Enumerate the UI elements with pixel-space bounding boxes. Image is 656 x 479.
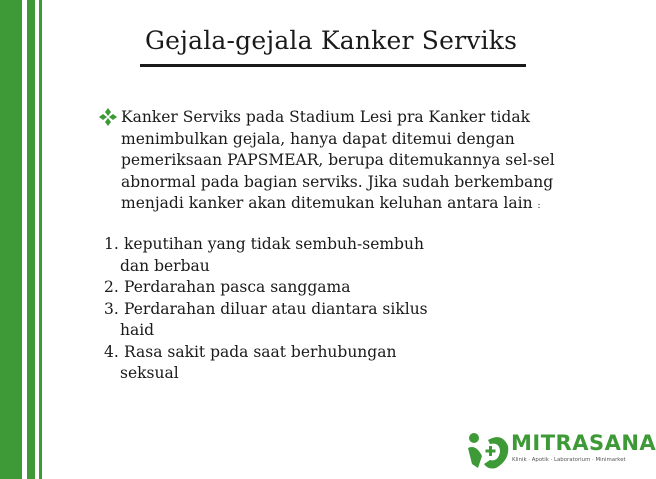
logo-name: MITRASANA: [511, 431, 656, 455]
stripe-thin: [39, 0, 42, 479]
list-item: [104, 299, 464, 342]
list-text: Perdarahan pasca sanggama: [124, 278, 351, 296]
logo-tagline: Klinik · Apotik · Laboratorium · Minimarket: [512, 457, 626, 463]
list-item: [104, 234, 464, 277]
paragraph-line-last: [121, 193, 541, 218]
list-text: keputihan yang tidak sembuh-sembuh: [124, 235, 424, 253]
paragraph-line: abnormal pada bagian serviks. Jika sudah berkembang: [121, 172, 554, 191]
list-number: 4.: [104, 342, 119, 361]
list-item: [104, 342, 464, 385]
list-number: 2.: [104, 278, 119, 296]
list-text: Perdarahan diluar atau diantara siklus: [124, 299, 428, 318]
paragraph-colon: :: [537, 201, 541, 211]
list-text-continued: seksual: [120, 364, 179, 382]
paragraph-line-text: menjadi kanker akan ditemukan keluhan antara lain: [121, 194, 533, 212]
list-text-continued: haid: [120, 321, 155, 339]
list-number: 3.: [104, 299, 119, 318]
list-text-continued: dan berbau: [120, 256, 210, 275]
paragraph-line: Kanker Serviks pada Stadium Lesi pra Kanker tidak: [121, 108, 530, 126]
stripe-medium: [27, 0, 35, 479]
paragraph-line: pemeriksaan PAPSMEAR, berupa ditemukannya sel-sel: [121, 151, 555, 169]
paragraph-line: menimbulkan gejala, hanya dapat ditemui dengan: [121, 129, 515, 148]
stripe-wide: [0, 0, 22, 479]
list-number: 1.: [104, 235, 119, 253]
intro-paragraph: [121, 107, 555, 218]
list-text: Rasa sakit pada saat berhubungan: [124, 342, 397, 361]
title-underline: [140, 64, 526, 67]
four-diamond-bullet-icon: [98, 107, 118, 127]
slide-title: Gejala-gejala Kanker Serviks: [145, 26, 518, 55]
symptom-list: [104, 234, 464, 385]
list-item: [104, 277, 464, 299]
